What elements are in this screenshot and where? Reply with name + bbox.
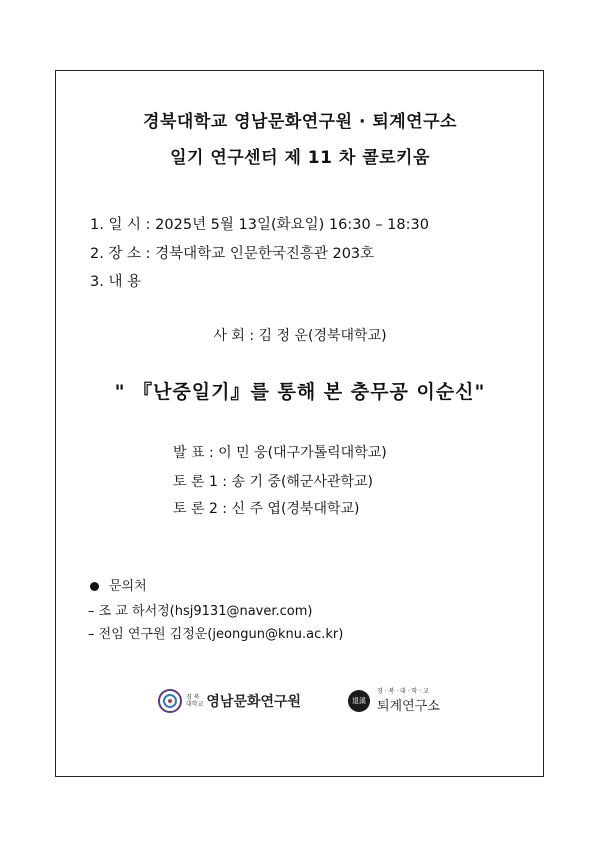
document-frame (55, 70, 544, 777)
discussant-2-line: 토 론 2 : 신 주 엽(경북대학교) (173, 501, 360, 517)
discussant-1-line: 토 론 1 : 송 기 중(해군사관학교) (173, 474, 374, 490)
contact-assistant: – 조 교 하서정(hsj9131@naver.com) (88, 604, 313, 619)
logo-institute-name: 영남문화연구원 (206, 694, 302, 710)
logo-university-small: 경 북 대학교 (186, 694, 204, 708)
yeongnam-institute-logo (157, 687, 301, 715)
contact-researcher: – 전임 연구원 김정운(jeongun@knu.ac.kr) (88, 627, 344, 642)
toegye-institute-logo (348, 687, 440, 715)
event-date: 1. 일 시 : 2025년 5월 13일(화요일) 16:30 – 18:30 (90, 217, 429, 233)
lecture-title: " 『난중일기』를 통해 본 충무공 이순신" (114, 381, 486, 403)
knu-emblem-icon (157, 688, 183, 714)
title-line-1: 경북대학교 영남문화연구원 · 퇴계연구소 (143, 112, 457, 132)
presenter-line: 발 표 : 이 민 웅(대구가톨릭대학교) (173, 445, 387, 461)
event-place: 2. 장 소 : 경북대학교 인문한국진흥관 203호 (90, 246, 375, 262)
contact-heading (90, 575, 147, 594)
logo-university-spaced: 경 · 북 · 대 · 학 · 교 (377, 688, 429, 695)
bullet-icon (90, 582, 99, 591)
host-line: 사 회 : 김 정 운(경북대학교) (213, 328, 387, 344)
title-line-2: 일기 연구센터 제 11 차 콜로키움 (170, 148, 430, 168)
event-content-label: 3. 내 용 (90, 274, 142, 290)
contact-heading-label: 문의처 (109, 579, 147, 594)
logo-toegye-name: 퇴계연구소 (377, 699, 440, 714)
toegye-seal-icon: 退溪 (348, 690, 370, 712)
